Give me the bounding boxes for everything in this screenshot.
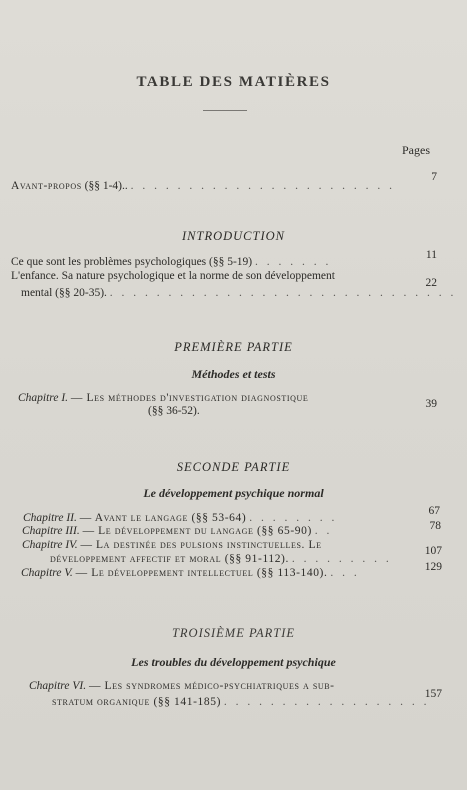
section-heading-introduction: INTRODUCTION [182,229,285,243]
chapter-number: Chapitre II. [23,512,77,524]
entry-text: — La destinée des pulsions instinctuelles. Le [80,539,322,551]
pages-column-label: Pages [402,143,430,157]
entry-text: Ce que sont les problèmes psychologiques (§§ 5-19) [11,256,253,268]
section-heading-seconde-partie: SECONDE PARTIE [176,460,291,474]
page-number: 107 [424,545,442,557]
leader-dots: . . . . . . . . . . . . . . . . . . . . . . . [130,180,396,192]
section-heading-premiere-partie: PREMIÈRE PARTIE [174,340,293,354]
toc-entry [22,539,322,551]
toc-entry-avant-propos [11,180,395,192]
section-heading-troisieme-partie: TROISIÈME PARTIE [171,626,296,640]
entry-text-continued: mental (§§ 20-35). [21,287,107,299]
chapter-number: Chapitre VI. [29,680,87,692]
avant-propos-ref: (§§ 1-4).. [84,180,128,192]
leader-dots: . . . . . . . . . . . . . . . . . . [223,696,430,708]
entry-text-continued: stratum organique (§§ 141-185) [52,696,222,708]
page-number: 67 [428,505,440,517]
entry-text: — Le développement intellectuel (§§ 113-140). [75,567,328,579]
toc-entry-continuation [148,405,200,417]
toc-entry [11,270,335,282]
entry-text: — Les méthodes d'investigation diagnostique [70,392,309,404]
toc-entry-continuation [52,696,430,708]
chapter-number: Chapitre V. [21,567,73,579]
entry-text-continued: développement affectif et moral (§§ 91-112). [50,553,289,565]
page-number: 78 [429,520,441,532]
chapter-number: Chapitre IV. [22,539,78,551]
leader-dots: . . . [330,567,360,579]
title-rule [203,110,247,111]
leader-dots: . . . . . . . . . [291,553,392,565]
leader-dots: . . [314,525,333,537]
entry-text: — Le développement du langage (§§ 65-90) [82,525,312,537]
toc-entry [11,256,331,268]
page-number: 129 [424,561,442,573]
page-number: 11 [425,249,437,261]
toc-entry [29,680,335,692]
page-number: 39 [425,398,437,410]
toc-entry-continuation [21,287,456,299]
leader-dots: . . . . . . . . . . . . . . . . . . . . . . . . . . . . . . [109,287,457,299]
toc-entry-continuation [50,553,392,565]
leader-dots: . . . . . . . [255,256,332,268]
toc-entry [22,525,332,537]
part-subtitle: Le développement psychique normal [143,486,324,500]
page-number: 22 [425,277,437,289]
leader-dots: . . . . . . . . [249,512,338,524]
avant-propos-label: Avant-propos [11,180,82,192]
page-number: 7 [431,171,437,183]
entry-text-continued: (§§ 36-52). [148,405,200,417]
chapter-number: Chapitre I. [18,392,69,404]
part-subtitle: Méthodes et tests [191,367,276,381]
entry-text: — Avant le langage (§§ 53-64) [79,512,247,524]
page-number: 157 [424,688,442,700]
toc-entry [21,567,360,579]
entry-text: — Les syndromes médico-psychiatriques a sub- [88,680,335,692]
toc-entry [18,392,308,404]
part-subtitle: Les troubles du développement psychique [131,655,336,669]
entry-text: L'enfance. Sa nature psychologique et la norme de son développement [11,270,335,282]
chapter-number: Chapitre III. [22,525,80,537]
toc-entry [23,512,337,524]
page-title: TABLE DES MATIÈRES [136,74,331,90]
